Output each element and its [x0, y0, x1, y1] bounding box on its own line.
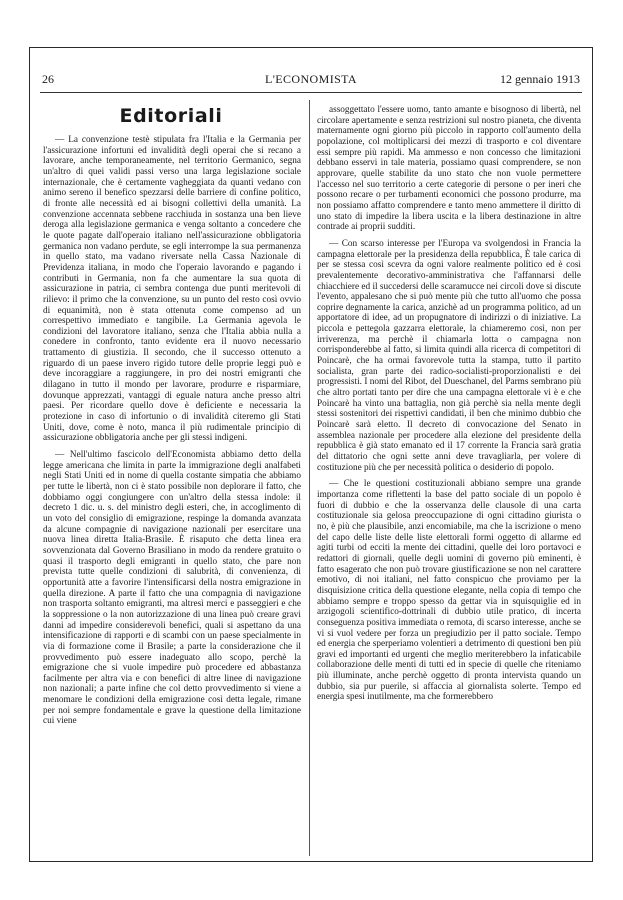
paragraph-convenzione: — La convenzione testè stipulata fra l'Italia e la Germania per l'assicurazione infortuni ed invalidità degli operai che si recano a lavorare, anche temporaneamente, nel territorio Germanico, segna un'altro di quei validi passi verso una larga legislazione sociale internazionale, che è certamente vagheggiata da quanti vedano con animo sereno il benefico spezzarsi delle barriere di confine politico, di fronte alle necessità ed ai bisogni collettivi della umanità. La convenzione accennata sebbene racchiuda in sostanza una ben lieve deroga alla legislazione germanica e venga soltanto a concedere che le quote pagate dall'operaio italiano nell'assicurazione obbligatoria germanica non vadano perdute, se egli interrompe la sua permanenza in quello stato, ma vadano riversate nella Cassa Nazionale di Previdenza italiana, in modo che l'operaio lavorando e pagando i contributi in Germania, non fa che aumentare la sua quota di assicurazione in patria, ci sembra contenga due punti meritevoli di rilievo: il primo che la convenzione, su un punto del resto così ovvio di equanimità, non è stata ottenuta come compenso ad un correspettivo immediato e tangibile. La Germania agevola le condizioni del lavoratore italiano, senza che l'Italia abbia nulla a conedere in confronto, tanto evidente era il nuovo necessario trattamento di giustizia. Il secondo, che il successo ottenuto a riguardo di un paese invero rigido tutore delle proprie leggi può e deve incoraggiare a raggiungere, in pro dei nostri emigranti che dilagano in tutto il mondo per lavorare, produrre e risparmiare, dovunque apprezzati, vantaggi di eguale natura anche presso altri paesi. Per ricordare quello dove è deficiente e necessaria la protezione in caso di infortunio o di invalidità citeremo gli Stati Uniti, dove, come è noto, manca il più rudimentale principio di assicurazione obbligatoria anche per gli stessi indigeni.	[43, 135, 301, 444]
paragraph-questioni-costituzionali: — Che le questioni costituzionali abbiano sempre una grande importanza come riflettenti la base del patto sociale di un popolo è fuori di dubbio e che la osservanza delle clausole di una carta costituzionale sia gelosa preoccupazione di ogni cittadino giurista o no, è più che plausibile, anzi encomiabile, ma che la iscrizione o meno del capo delle liste delle liste elettorali formi oggetto di allarme ed agiti turbi od ecciti la mente dei cittadini, quelle dei loro portavoci e redattori di giornali, quelle degli uomini di governo più eminenti, è fatto esagerato che non può trovare giustificazione se non nel carattere emotivo, di noi italiani, nel fatto conspicuo che proviamo per la disquisizione critica della questione elegante, nella copia di tempo che abbiamo sempre e troppo spesso da gettar via in squisquiglie ed in arzigogoli scientifico-dottrinali di dubbio utile pratico, di incerta conseguenza positiva immediata o remota, di scarso interesse, anche se vi si vuol vedere per forza un pregiudizio per il patto sociale. Tempo ed energia che sperperiamo volentieri a detrimento di questioni ben più gravi ed importanti ed urgenti che meglio meriterebbero la infaticabile collaborazione delle menti di tutti ed in specie di quelle che riteniamo più illuminate, anche perchè oggetto di pronta intervista quando un dubbio, sia pur puerile, si affaccia al giornalista solerte. Tempo ed energia spesi inutilmente, ma che formerebbero	[317, 479, 581, 703]
paragraph-francia: — Con scarso interesse per l'Europa va svolgendosi in Francia la campagna elettorale per la presidenza della repubblica, È tale carica di per se stessa così scevra da ogni valore realmente politico ed è così prevalentemente decorativo-amministrativa che l'affannarsi delle chiacchiere ed il succedersi delle scaramucce nei circoli dove si discute l'evento, appalesano che si può mente più che tutto all'uomo che possa coprire degnamente la carica, anzichè ad un programma politico, ad un apportatore di idee, ad un propugnatore di indirizzi o di iniziative. La piccola e pettegola gazzarra elettorale, la chiameremo così, non per irriverenza, ma perchè il chiamarla lotta o campagna non corrisponderebbe al fatto, si limita quindi alla ricerca di competitori di Poincarè, che ha ormai favorevole tutta la stampa, tutto il partito socialista, gran parte dei radico-socialisti-proporzionalisti e dei progressisti. I nomi del Ribot, del Dueschanel, del Parms sembrano più che altro portati tanto per dire che una campagna elettorale vi è e che Poincarè ha vinto una battaglia, non già perchè sia nella mente degli stessi sostenitori dei rispettivi candidati, il ben che minimo dubbio che Poincarè sarà eletto. Il decreto di convocazione del Senato in assemblea nazionale per procedere alla elezione del presidente della repubblica è già stato emanato ed il 17 corrente la Francia sarà gratia del dittatorio che ogni sette anni deve travagliarla, per volere di costituzione più che per necessità politica o desiderio di popolo.	[317, 238, 581, 473]
right-column	[317, 105, 581, 855]
issue-date: 12 gennaio 1913	[500, 72, 580, 86]
page-number: 26	[42, 72, 54, 86]
page-frame	[29, 47, 593, 862]
column-divider	[309, 100, 310, 856]
left-column	[43, 135, 301, 855]
paragraph-continuation: assoggettato l'essere uomo, tanto amante e bisognoso di libertà, nel circolare apertamente e senza restrizioni sul nostro pianeta, che diventa maternamente ogni giorno più piccolo in rapporto coll'aumento della popolazione, col moltiplicarsi dei mezzi di trasporto e col diventare essi sempre più rapidi. Ma ammesso e non concesso che limitazioni debbano esservi in tale materia, possiamo quasi comprendere, se non approvare, quelle stabilite da uno stato che non vuole permettere l'accesso nel suo territorio a certe categorie di persone o per ineri che possono recare o per turbamenti economici che possono produrre, ma non possiamo affatto comprendere e tanto meno ammettere il diritto di uno stato di impedire la libera uscita e la libera destinazione in altre contrade ai proprii sudditi.	[317, 105, 581, 233]
header-rule	[40, 92, 582, 93]
section-title: Editoriali	[119, 105, 223, 127]
journal-title: L'ECONOMISTA	[265, 72, 357, 86]
page-header	[38, 72, 584, 88]
paragraph-emigrazione: — Nell'ultimo fascicolo dell'Economista abbiamo detto della legge americana che limita in parte la immigrazione degli analfabeti negli Stati Uniti ed in nome di quella costante simpatia che abbiamo per tutte le libertà, non ci è stato possibile non deplorare il fatto, che dobbiamo oggi congiungere con un'altro della stessa indole: il decreto 1 dic. u. s. del ministro degli esteri, che, in accoglimento di un voto del consiglio di emigrazione, respinge la domanda avanzata da alcune compagnie di navigazione nazionali per esercitare una nuova linea diretta Italia-Brasile. È risaputo che detta linea era sovvenzionata dal Governo Brasiliano in modo da rendere gratuito o quasi il trasporto degli emigranti in quello stato, che pare non prevista tutte quelle condizioni di salubrità, di convenienza, di opportunità atte a favorire l'intensificarsi della nostra emigrazione in quella direzione. A parte il fatto che una compagnia di navigazione non trasporta soltanto emigranti, ma altresì merci e passeggieri e che la soppressione o la non autorizzazione di una linea può creare gravi danni ad impedire considerevoli benefici, quali si aspettano da una intensificazione di rapporti e di scambi con un paese specialmente in via di formazione come il Brasile; a parte la considerazione che il provvedimento può essere inadeguato allo scopo, perchè la emigrazione che si vuole impedire può procedere ed abbastanza facilmente per altra via e con benefici di altre linee di navigazione non nazionali; a parte infine che col detto provvedimento si viene a menomare le condizioni della emigrazione così detta legale, rimane per noi sempre fondamentale e grave la questione della limitazione cui viene	[43, 450, 301, 727]
